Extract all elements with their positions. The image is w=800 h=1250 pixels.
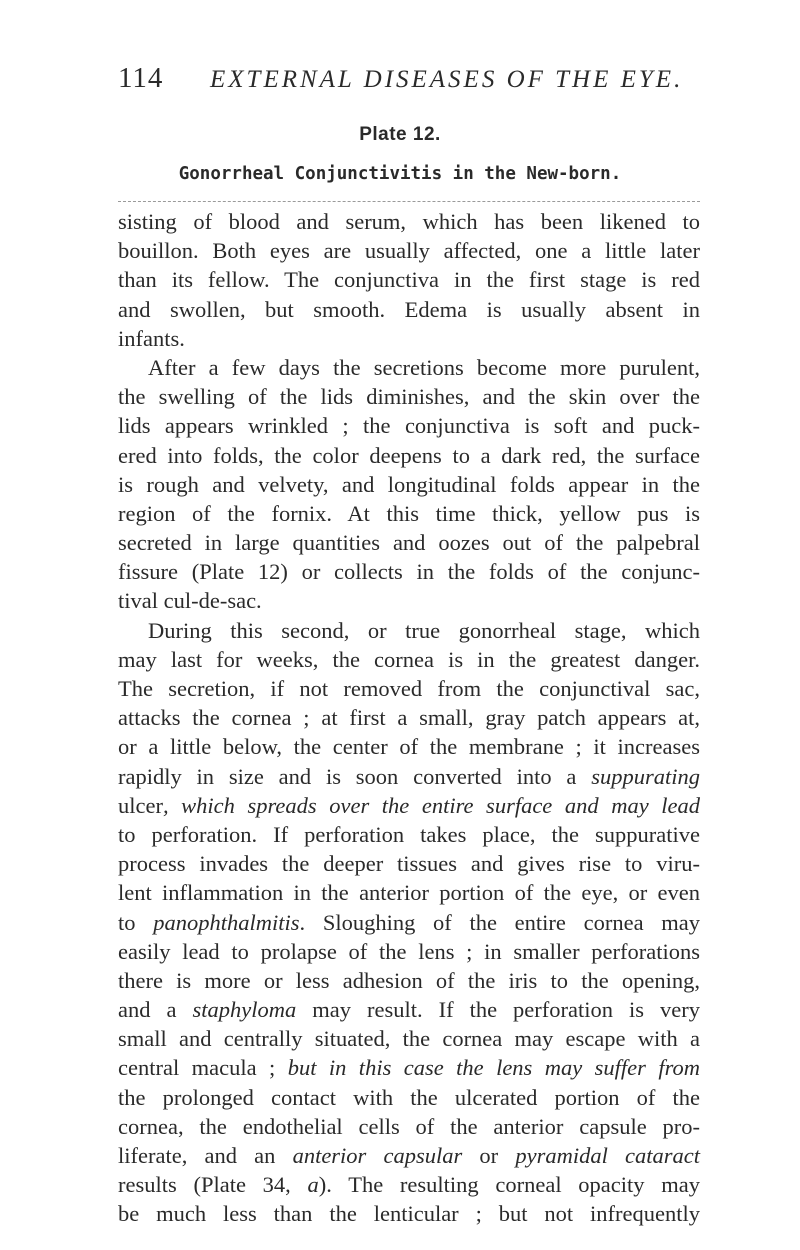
text-segment: After a few days the secretions become more purulent, [148,354,700,380]
text-line [118,703,700,732]
text-line [118,353,700,382]
text-segment: the swelling of the lids diminishes, and the skin over the [118,384,700,410]
text-segment: lids appears wrinkled ; the conjunctiva is soft and puck- [118,413,700,439]
text-line [118,1083,700,1112]
text-line [118,557,700,586]
text-line [118,411,700,440]
italic-term: , which spreads over the entire surface and may lead [162,792,700,818]
text-line [118,645,700,674]
italic-term: pyramidal cataract [515,1143,700,1168]
text-segment: attacks the cornea ; at first a small, gray patch appears at, [118,705,700,731]
text-line [118,207,700,236]
text-segment: ). The resulting corneal opacity may [318,1172,700,1198]
page-number: 114 [118,62,164,94]
text-line [118,995,700,1024]
text-segment: or [462,1143,516,1168]
text-segment: infants. [118,325,185,351]
text-segment: small and centrally situated, the cornea may escape with a [118,1026,700,1052]
text-line [118,878,700,907]
italic-term: anterior capsular [292,1143,463,1168]
text-line [118,1199,700,1228]
italic-term: suppurating [591,763,700,789]
text-segment: ulcer [118,792,163,818]
text-line [118,732,700,761]
text-line [118,441,700,470]
text-line [118,1141,700,1170]
text-segment: The secretion, if not removed from the conjunctival sac, [118,676,700,701]
text-line [118,908,700,937]
running-head [118,62,738,102]
text-line [118,470,700,499]
italic-term: staphyloma [192,997,297,1023]
text-line [118,236,700,265]
text-line [118,265,700,294]
text-segment: bouillon. Both eyes are usually affected, one a little later [118,238,700,264]
body-text [118,207,700,1229]
divider-rule [118,201,700,202]
text-segment: During this second, or true gonorrheal stage, which [148,617,700,643]
text-segment: and a [118,997,193,1023]
italic-term: panophthalmitis [153,909,300,935]
text-line [118,382,700,411]
text-segment: to perforation. If perforation takes place, the suppurative [118,821,700,847]
text-line [118,324,700,353]
text-segment: to [118,909,154,935]
text-line [118,1053,700,1082]
text-line [118,820,700,849]
text-segment: liferate, and an [118,1143,293,1168]
text-segment: lent inflammation in the anterior portion of the eye, or even [118,880,700,906]
text-segment: secreted in large quantities and oozes out of the palpebral [118,530,700,556]
text-line [118,966,700,995]
text-segment: there is more or less adhesion of the iris to the opening, [118,967,700,993]
italic-term: but in this case the lens may suffer from [275,1055,700,1081]
text-line [118,849,700,878]
text-segment: or a little below, the center of the membrane ; it increases [118,734,700,760]
text-segment: results (Plate 34, [118,1172,308,1198]
text-line [118,674,700,703]
text-segment: cornea, the endothelial cells of the anterior capsule pro- [118,1113,700,1139]
text-line [118,295,700,324]
text-segment: . Sloughing of the entire cornea may [299,909,700,935]
italic-term: a [307,1172,319,1198]
text-segment: fissure (Plate 12) or collects in the folds of the conjunc- [118,559,700,585]
text-line [118,616,700,645]
text-segment: may result. If the perforation is very [296,997,700,1023]
text-segment: the prolonged contact with the ulcerated portion of the [118,1084,700,1110]
text-line [118,499,700,528]
plate-title: Plate 12. [359,124,441,145]
text-segment: tival cul-de-sac. [118,588,262,614]
text-line [118,1170,700,1199]
text-segment: region of the fornix. At this time thick, yellow pus is [118,500,700,526]
text-line [118,1024,700,1053]
text-segment: easily lead to prolapse of the lens ; in smaller perforations [118,938,700,964]
text-segment: sisting of blood and serum, which has been likened to [118,209,700,234]
text-line [118,762,700,791]
plate-caption: Gonorrheal Conjunctivitis in the New-born. [178,164,622,184]
text-line [118,937,700,966]
text-segment: central macula ; [118,1055,276,1081]
text-line [118,586,700,615]
text-line [118,528,700,557]
running-title: EXTERNAL DISEASES OF THE EYE. [210,66,684,93]
text-segment: ered into folds, the color deepens to a dark red, the surface [118,442,700,468]
text-segment: process invades the deeper tissues and gives rise to viru- [118,851,700,877]
text-segment: than its fellow. The conjunctiva in the first stage is red [118,267,700,293]
text-segment: is rough and velvety, and longitudinal folds appear in the [118,471,700,497]
text-segment: rapidly in size and is soon converted into a [118,763,592,789]
text-segment: may last for weeks, the cornea is in the greatest danger. [118,646,700,672]
text-line [118,1112,700,1141]
text-segment: and swollen, but smooth. Edema is usually absent in [118,296,700,322]
text-line [118,791,700,820]
text-segment: be much less than the lenticular ; but not infrequently [118,1201,700,1227]
